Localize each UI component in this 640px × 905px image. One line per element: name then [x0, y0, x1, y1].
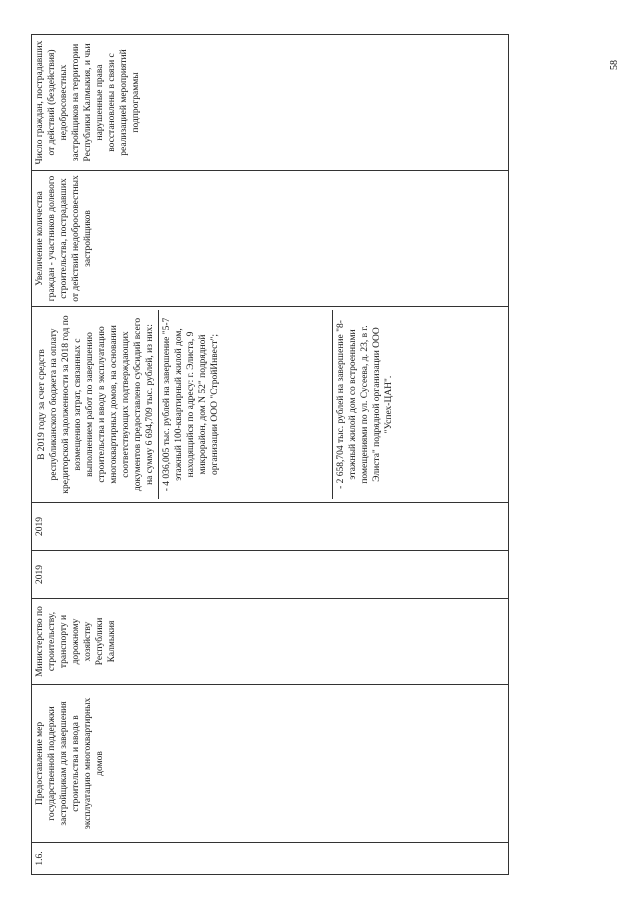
end-year: 2019: [32, 503, 509, 551]
start-year: 2019: [32, 551, 509, 599]
result-item-2: - 2 658,704 тыс. рублей на завершение "8-этажный жилой дом со встроенными помещениями по ул. Сусеева, д. 23, в г. Элиста" подрядной организации ООО "Успех-ЦАН".: [332, 310, 506, 499]
rotated-table-container: [31, 35, 509, 875]
result-main: В 2019 году за счет средств республиканского бюджета на оплату кредиторской задолженности за 2018 год по возмещению затрат, связанных с выполнением работ по завершению строительства и вводу в эксплуатацию многоквартирных домов, на основании соответствующих подтверждающих документов предоставлено субсидий всего на сумму 6 694,709 тыс. рублей, из них:: [34, 310, 159, 499]
measure-name: Предоставление мер государственной поддержки застройщикам для завершения строительства и ввода в эксплуатацию многоквартирных домов: [32, 685, 509, 843]
measures-table: [31, 34, 509, 875]
indicator: Число граждан, пострадавших от действий (бездействия) недобросовестных застройщиков на территории Республики Калмыкия, и чьи нарушенные права восстановлены в связи с реализацией мероприятий подпрограммы: [32, 35, 509, 171]
executor: Министерство по строительству, транспорту и дорожному хозяйству Республики Калмыкия: [32, 599, 509, 685]
table-row: [32, 35, 509, 875]
page-number: 58: [609, 60, 620, 70]
expected-result-cell: [32, 307, 509, 503]
result-item-1: - 4 036,005 тыс. рублей на завершение "5-7 этажный 100-квартирный жилой дом, находящийся по адресу: г. Элиста, 9 микрорайон, дом N 52" подрядной организации ООО "СтройИнвест";: [162, 317, 220, 492]
direct-result: Увеличение количества граждан - участников долевого строительства, пострадавших от действий недобросовестных застройщиков: [32, 171, 509, 307]
row-number: 1.6.: [32, 843, 509, 875]
